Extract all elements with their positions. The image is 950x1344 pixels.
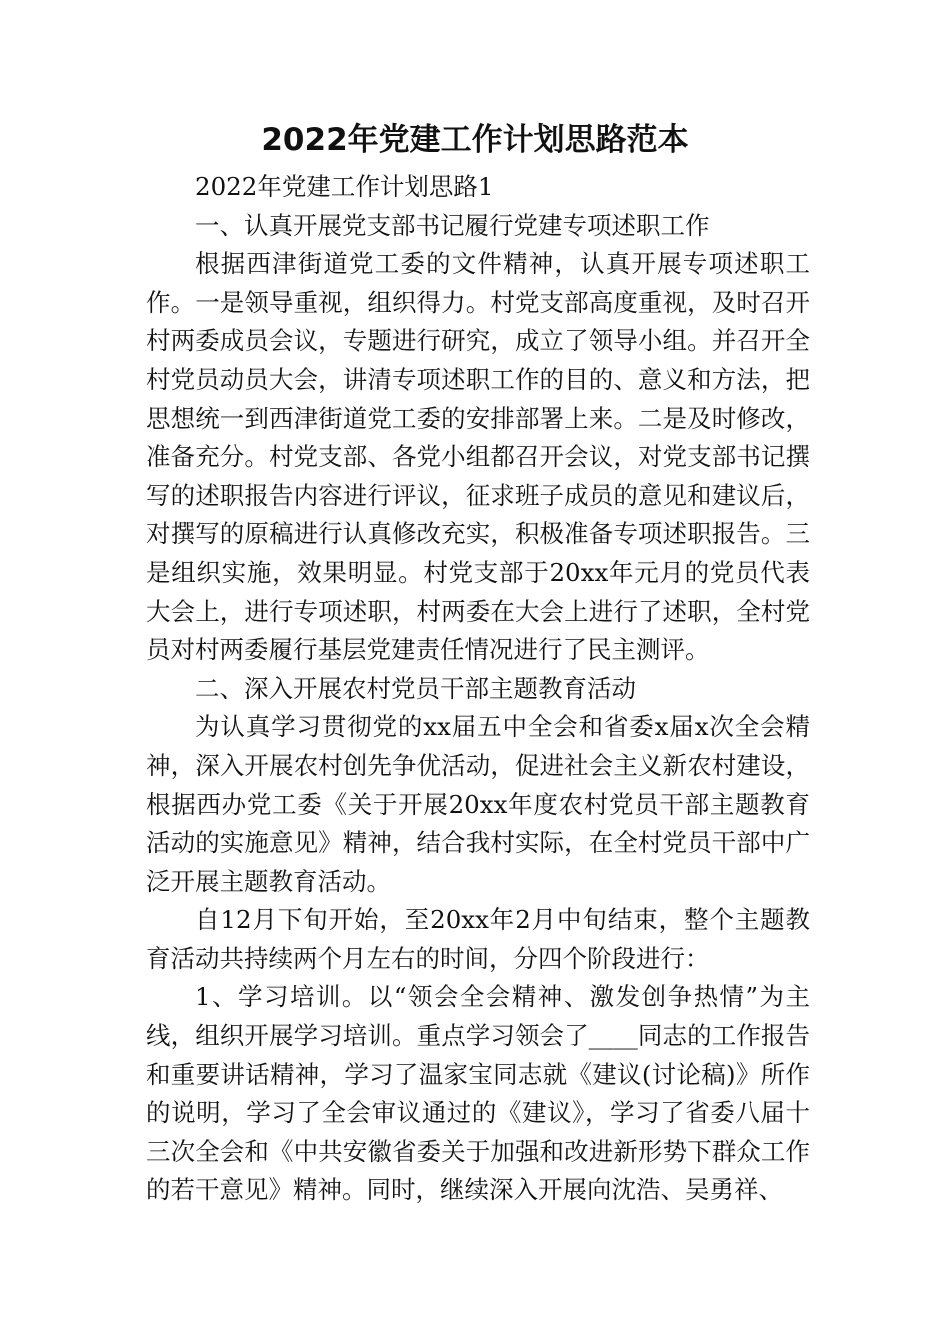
paragraph: 自12月下旬开始，至20xx年2月中旬结束，整个主题教育活动共持续两个月左右的时间，分四个阶段进行： [146,905,810,973]
heading-1: 一、认真开展党支部书记履行党建专项述职工作 [195,210,710,240]
heading-2: 二、深入开展农村党员干部主题教育活动 [195,673,636,703]
document-body [146,168,810,1210]
paragraph: 1、学习培训。以“领会全会精神、激发创争热情”为主线，组织开展学习培训。重点学习领会了____同志的工作报告和重要讲话精神，学习了温家宝同志就《建议(讨论稿)》所作的说明，学习了全会审议通过的《建议》，学习了省委八届十三次全会和《中共安徽省委关于加强和改进新形势下群众工作的若干意见》精神。同时，继续深入开展向沈浩、吴勇祥、 [146,982,810,1205]
section-subtitle: 2022年党建工作计划思路1 [195,172,494,201]
paragraph: 为认真学习贯彻党的xx届五中全会和省委x届x次全会精神，深入开展农村创先争优活动，促进社会主义新农村建设，根据西办党工委《关于开展20xx年度农村党员干部主题教育活动的实施意见》精神，结合我村实际，在全村党员干部中广泛开展主题教育活动。 [146,712,810,896]
document-title: 2022年党建工作计划思路范本 [261,122,689,158]
paragraph: 根据西津街道党工委的文件精神，认真开展专项述职工作。一是领导重视，组织得力。村党支部高度重视，及时召开村两委成员会议，专题进行研究，成立了领导小组。并召开全村党员动员大会，讲清专项述职工作的目的、意义和方法，把思想统一到西津街道党工委的安排部署上来。二是及时修改，准备充分。村党支部、各党小组都召开会议，对党支部书记撰写的述职报告内容进行评议，征求班子成员的意见和建议后，对撰写的原稿进行认真修改充实，积极准备专项述职报告。三是组织实施，效果明显。村党支部于20xx年元月的党员代表大会上，进行专项述职，村两委在大会上进行了述职，全村党员对村两委履行基层党建责任情况进行了民主测评。 [146,249,810,665]
